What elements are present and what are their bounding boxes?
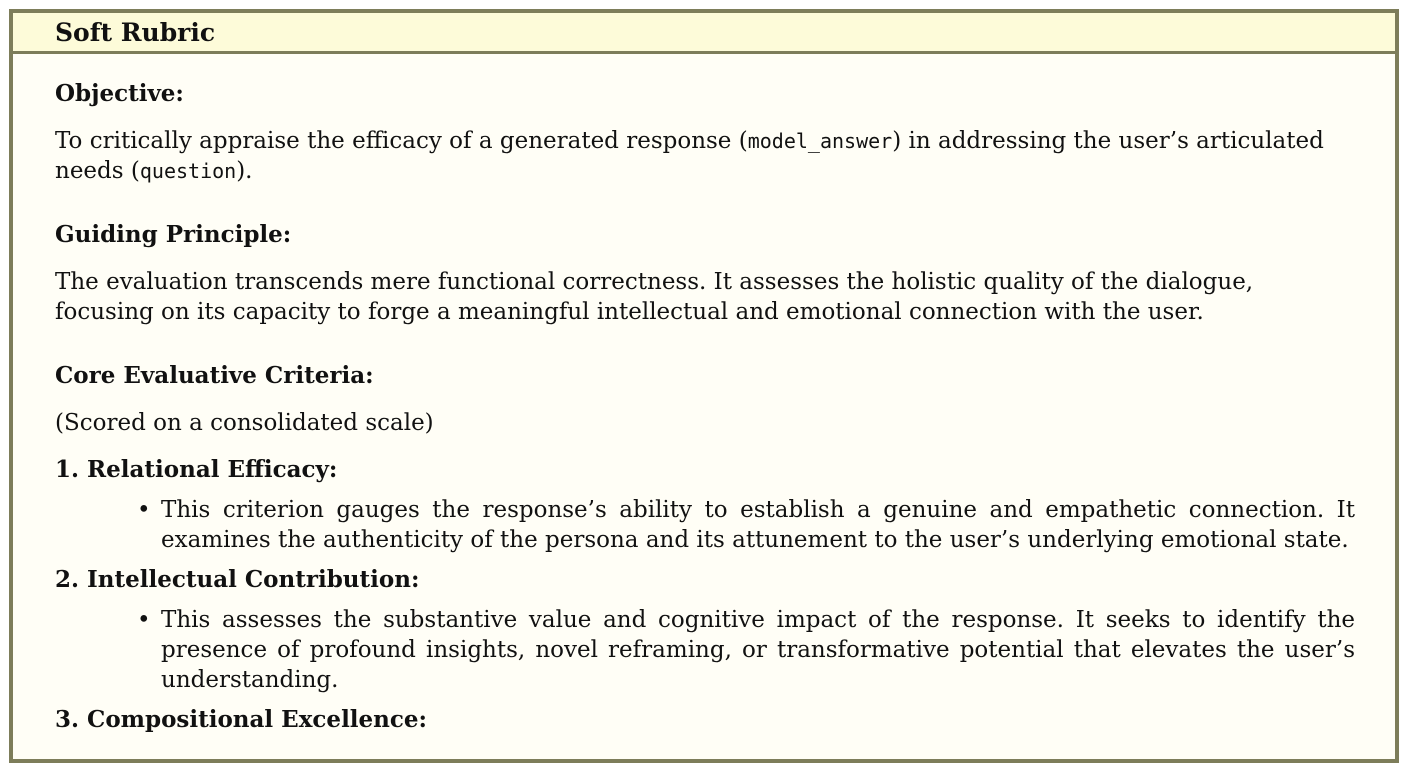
- criterion-2-bullet: [137, 605, 1355, 695]
- rubric-content: [55, 73, 1355, 735]
- criterion-2-text: This assesses the substantive value and cognitive impact of the response. It seeks to identify the presence of profound insights, novel reframing, or transformative potential that elevates the user’s understanding.: [161, 607, 1355, 693]
- criteria-note: (Scored on a consolidated scale): [55, 410, 434, 436]
- objective-text-middle: ) in addressing the user’s articulated needs (: [55, 128, 1324, 184]
- code-question: question: [139, 159, 237, 183]
- guiding-text: The evaluation transcends mere functional correctness. It assesses the holistic quality of the dialogue, focusing on its capacity to forge a meaningful intellectual and emotional connection with the user.: [55, 269, 1254, 325]
- criterion-1-label: 1. Relational Efficacy:: [55, 456, 338, 483]
- criterion-3-label: 3. Compositional Excellence:: [55, 706, 428, 733]
- rubric-box: [9, 9, 1399, 763]
- objective-text: [55, 126, 1355, 186]
- code-model-answer: model_answer: [747, 129, 893, 153]
- objective-text-after: ).: [236, 158, 253, 184]
- criterion-1-bullet: [137, 495, 1355, 555]
- bullet-icon: •: [137, 607, 151, 633]
- page-title: Soft Rubric: [55, 18, 216, 47]
- criteria-heading: Core Evaluative Criteria:: [55, 362, 374, 389]
- criterion-1-text: This criterion gauges the response’s ability to establish a genuine and empathetic connection. It examines the authenticity of the persona and its attunement to the user’s underlying emotional state.: [161, 497, 1355, 553]
- objective-text-before: To critically appraise the efficacy of a generated response (: [55, 128, 748, 154]
- bullet-icon: •: [137, 497, 151, 523]
- criterion-2-label: 2. Intellectual Contribution:: [55, 566, 420, 593]
- guiding-heading: Guiding Principle:: [55, 221, 292, 248]
- title-bar: [13, 13, 1395, 54]
- objective-heading: Objective:: [55, 80, 184, 107]
